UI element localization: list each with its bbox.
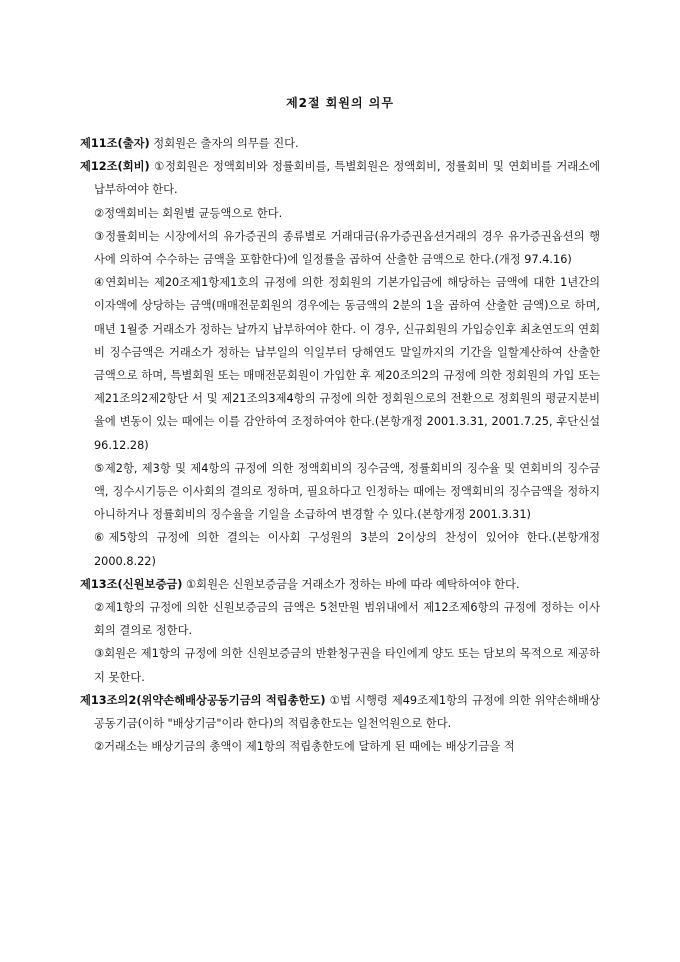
paragraph: ④연회비는 제20조제1항제1호의 규정에 의한 정회원의 기본가입금에 해당하는 금액에 대한 1년간의 이자액에 상당하는 금액(매매전문회원의 경우에는 동금액의 2분의 1을 곱하여 산출한 금액)으로 하며, 매년 1월중 거래소가 정하는 날까지 납부하여야 한다. 이 경우, 신규회원의 가입승인후 최초연도의 연회비 징수금액은 거래소가 정하는 납부일의 익일부터 당해연도 말일까지의 기간을 일할계산하여 산출한 금액으로 하며, 특별회원 또는 매매전문회원이 가입한 후 제20조의2의 규정에 의한 정회원의 가입 또는 제21조의2제2항단 서 및 제21조의3제4항의 규정에 의한 정회원으로의 전환으로 정회원의 평균지분비율에 변동이 있는 때에는 이를 감안하여 조정하여야 한다.(본항개정 2001.3.31, 2001.7.25, 후단신설 96.12.28) (94, 276, 600, 452)
article-13 (80, 573, 600, 596)
paragraph: ②거래소는 배상기금의 총액이 제1항의 적립총한도에 달하게 된 때에는 배상기금을 적 (94, 740, 515, 754)
article-heading: 제11조(출자) (80, 137, 150, 150)
paragraph: ②정액회비는 회원별 균등액으로 한다. (94, 206, 283, 220)
article-text: ①정회원은 정액회비와 정률회비를, 특별회원은 정액회비, 정률회비 및 연회비를 거래소에 납부하여야 한다. (94, 160, 600, 197)
section-title: 제2절 회원의 의무 (286, 96, 394, 110)
article-12 (80, 155, 600, 201)
article-text: ①회원은 신원보증금을 거래소가 정하는 바에 따라 예탁하여야 한다. (182, 577, 520, 591)
article-heading: 제13조(신원보증금) (80, 577, 183, 591)
article-text: 정회원은 출자의 의무를 진다. (149, 137, 299, 150)
article-text: ①법 시행령 제49조제1항의 규정에 의한 위약손해배상공동기금(이하 "배상기금"이라 한다)의 적립총한도는 일천억원으로 한다. (94, 693, 601, 731)
article-heading: 제13조의2(위약손해배상공동기금의 적립총한도) (80, 693, 326, 707)
document-body (80, 132, 600, 758)
paragraph: ③정률회비는 시장에서의 유가증권의 종류별로 거래대금(유가증권옵션거래의 경우 유가증권옵션의 행사에 의하여 수수하는 금액을 포함한다)에 일정률을 곱하여 산출한 금액으로 한다.(개정 97.4.16) (94, 229, 600, 267)
article-13-2 (80, 689, 600, 735)
paragraph: ②제1항의 규정에 의한 신원보증금의 금액은 5천만원 범위내에서 제12조제6항의 규정에 정하는 이사회의 결의로 정한다. (94, 601, 600, 638)
paragraph: ⑥제5항의 규정에 의한 결의는 이사회 구성원의 3분의 2이상의 찬성이 있어야 한다.(본항개정 2000.8.22) (94, 531, 600, 568)
article-11 (80, 132, 600, 155)
paragraph: ③회원은 제1항의 규정에 의한 신원보증금의 반환청구권을 타인에게 양도 또는 담보의 목적으로 제공하지 못한다. (94, 647, 600, 684)
article-heading: 제12조(회비) (80, 160, 150, 174)
paragraph: ⑤제2항, 제3항 및 제4항의 규정에 의한 정액회비의 징수금액, 정률회비의 징수율 및 연회비의 징수금액, 징수시기등은 이사회의 결의로 정하며, 필요하다고 인정하는 때에는 정액회비의 징수금액을 정하지 아니하거나 정률회비의 징수율을 기일을 소급하여 변경할 수 있다.(본항개정 2001.3.31) (94, 461, 600, 522)
